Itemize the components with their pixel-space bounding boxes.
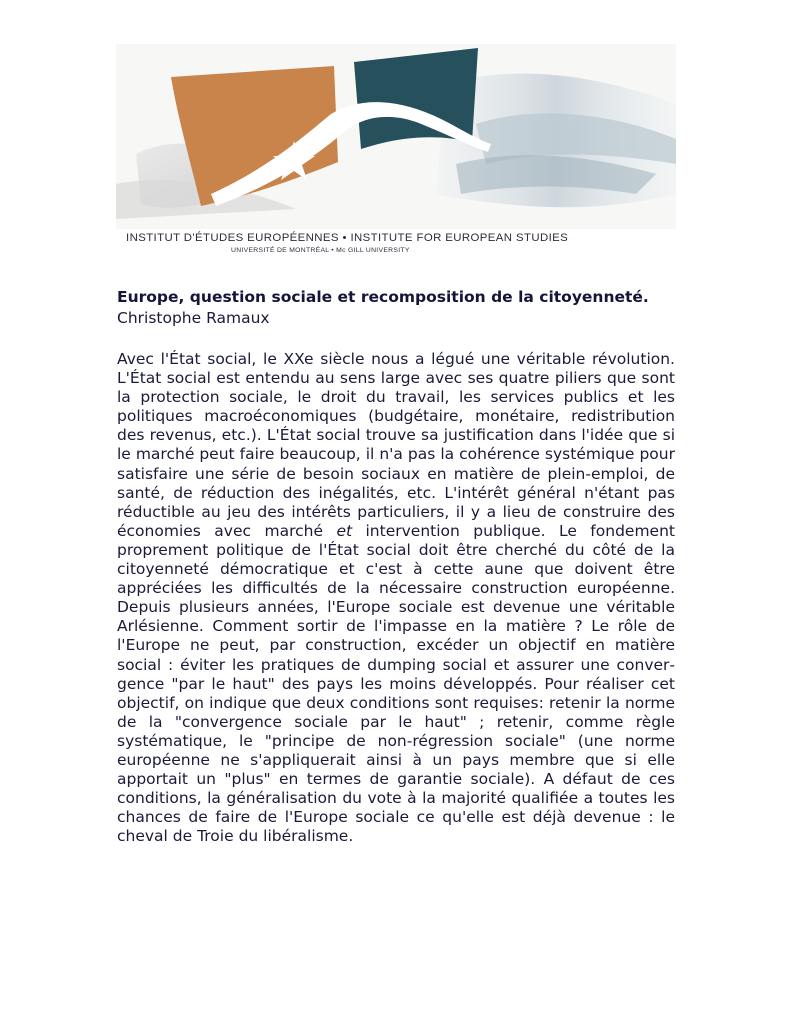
institute-name: INSTITUT D'ÉTUDES EUROPÉENNES • INSTITUTE FOR EUROPEAN STUDIES	[126, 232, 569, 244]
body-emphasis: et	[336, 521, 353, 540]
body-text-part-2: intervention publique. Le fondement proprement politique de l'État social doit être cherché du côté de la citoyenneté démocratique et c'est à cette aune que doivent être appréciées les difficultés de la nécessaire construction européenne. Depuis plusieurs années, l'Europe sociale est devenue une véritable Arlésienne. Comment sortir de l'impasse en la matière ? Le rôle de l'Europe ne peut, par construction, excéder un objectif en matière social : éviter les pratiques de dumping social et assurer une convergence "par le haut" des pays les moins développés. Pour réaliser cet objectif, on indique que deux conditions sont requises: retenir la norme de la "convergence sociale par le haut" ; retenir, comme règle systématique, le "principe de non-régression sociale" (une norme européenne ne s'appliquerait ainsi à un pays membre que si elle apportait un "plus" en termes de garantie sociale). A défaut de ces conditions, la généralisation du vote à la majorité qualifiée a toutes les chances de faire de l'Europe sociale ce qu'elle est déjà devenue : le cheval de Troie du libéralisme.	[117, 521, 675, 846]
article	[117, 287, 675, 846]
article-body	[117, 350, 675, 846]
institute-banner	[116, 44, 676, 266]
universities-line: UNIVERSITÉ DE MONTRÉAL • Mc GILL UNIVERSITY	[231, 247, 410, 254]
body-text-part-1: Avec l'État social, le XXe siècle nous a légué une véritable révolution. L'État social est entendu au sens large avec ses quatre piliers que sont la protection sociale, le droit du travail, les services publics et les politiques macroéconomiques (budgétaire, monétaire, redistribution des revenus, etc.). L'État social trouve sa justification dans l'idée que si le marché peut faire beaucoup, il n'a pas la cohérence systémique pour satisfaire une série de besoin sociaux en matière de plein-emploi, de santé, de réduction des inégalités, etc. L'intérêt général n'étant pas réductible au jeu des intérêts particuliers, il y a lieu de construire des économies avec marché	[117, 350, 675, 540]
european-flags-logo-icon	[116, 44, 676, 229]
article-author: Christophe Ramaux	[117, 309, 270, 327]
article-title: Europe, question sociale et recomposition de la citoyenneté.	[117, 288, 649, 306]
